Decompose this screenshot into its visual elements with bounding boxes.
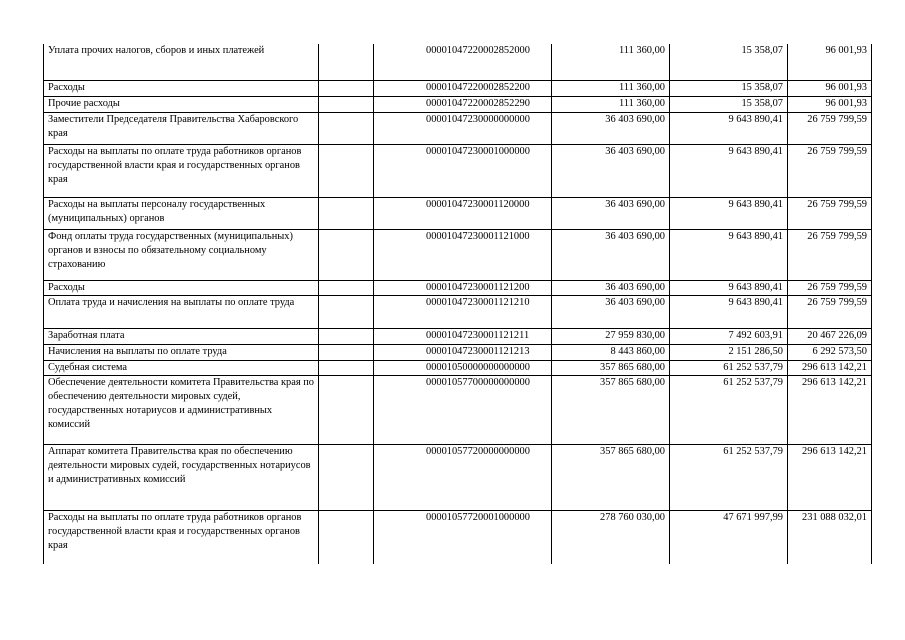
row-value-assigned: 36 403 690,00 bbox=[552, 144, 670, 197]
row-code: 00001047230000000000 bbox=[374, 112, 552, 144]
table-row bbox=[44, 144, 872, 197]
row-value-assigned: 8 443 860,00 bbox=[552, 344, 670, 360]
row-value-remaining: 6 292 573,50 bbox=[788, 344, 872, 360]
row-code: 00001050000000000000 bbox=[374, 360, 552, 375]
table-row bbox=[44, 375, 872, 444]
row-name: Заместители Председателя Правительства Хабаровского края bbox=[44, 112, 319, 144]
table-row bbox=[44, 295, 872, 328]
table-row bbox=[44, 344, 872, 360]
row-value-executed: 61 252 537,79 bbox=[670, 444, 788, 510]
row-name: Фонд оплаты труда государственных (муниципальных) органов и взносы по обязательному социальному страхованию bbox=[44, 229, 319, 280]
row-value-remaining: 26 759 799,59 bbox=[788, 112, 872, 144]
row-spacer bbox=[319, 344, 374, 360]
row-spacer bbox=[319, 112, 374, 144]
row-code: 00001047230001121210 bbox=[374, 295, 552, 328]
row-value-remaining: 296 613 142,21 bbox=[788, 375, 872, 444]
row-value-executed: 9 643 890,41 bbox=[670, 197, 788, 229]
row-value-assigned: 357 865 680,00 bbox=[552, 375, 670, 444]
row-spacer bbox=[319, 360, 374, 375]
row-value-remaining: 26 759 799,59 bbox=[788, 295, 872, 328]
table-row bbox=[44, 112, 872, 144]
row-value-assigned: 36 403 690,00 bbox=[552, 280, 670, 295]
row-name: Обеспечение деятельности комитета Правительства края по обеспечению деятельности мировых судей, государственных нотариусов и административных комиссий bbox=[44, 375, 319, 444]
row-value-executed: 47 671 997,99 bbox=[670, 510, 788, 564]
row-value-assigned: 27 959 830,00 bbox=[552, 328, 670, 344]
row-value-assigned: 278 760 030,00 bbox=[552, 510, 670, 564]
row-spacer bbox=[319, 229, 374, 280]
row-value-executed: 9 643 890,41 bbox=[670, 144, 788, 197]
row-name: Заработная плата bbox=[44, 328, 319, 344]
row-name: Аппарат комитета Правительства края по обеспечению деятельности мировых судей, государственных нотариусов и административных комиссий bbox=[44, 444, 319, 510]
row-code: 00001047220002852200 bbox=[374, 80, 552, 96]
row-value-assigned: 357 865 680,00 bbox=[552, 444, 670, 510]
table-row bbox=[44, 44, 872, 80]
row-name: Оплата труда и начисления на выплаты по оплате труда bbox=[44, 295, 319, 328]
row-value-assigned: 36 403 690,00 bbox=[552, 112, 670, 144]
row-name: Расходы на выплаты по оплате труда работников органов государственной власти края и государственных органов края bbox=[44, 510, 319, 564]
row-code: 00001047220002852290 bbox=[374, 96, 552, 112]
row-spacer bbox=[319, 96, 374, 112]
row-code: 00001047230001121200 bbox=[374, 280, 552, 295]
table-row bbox=[44, 80, 872, 96]
row-name: Расходы на выплаты персоналу государственных (муниципальных) органов bbox=[44, 197, 319, 229]
row-code: 00001047230001000000 bbox=[374, 144, 552, 197]
row-code: 00001057700000000000 bbox=[374, 375, 552, 444]
row-code: 00001047230001121000 bbox=[374, 229, 552, 280]
row-spacer bbox=[319, 328, 374, 344]
row-value-remaining: 96 001,93 bbox=[788, 44, 872, 80]
row-value-assigned: 111 360,00 bbox=[552, 80, 670, 96]
row-value-executed: 15 358,07 bbox=[670, 44, 788, 80]
table-row bbox=[44, 96, 872, 112]
table-row bbox=[44, 197, 872, 229]
row-value-remaining: 26 759 799,59 bbox=[788, 197, 872, 229]
budget-table-page bbox=[43, 44, 871, 564]
row-code: 00001047230001121213 bbox=[374, 344, 552, 360]
row-name: Уплата прочих налогов, сборов и иных платежей bbox=[44, 44, 319, 80]
row-value-remaining: 296 613 142,21 bbox=[788, 360, 872, 375]
row-value-remaining: 231 088 032,01 bbox=[788, 510, 872, 564]
row-code: 00001047230001120000 bbox=[374, 197, 552, 229]
row-code: 00001057720000000000 bbox=[374, 444, 552, 510]
row-value-executed: 9 643 890,41 bbox=[670, 112, 788, 144]
row-value-remaining: 96 001,93 bbox=[788, 80, 872, 96]
row-name: Расходы на выплаты по оплате труда работников органов государственной власти края и государственных органов края bbox=[44, 144, 319, 197]
table-body bbox=[44, 44, 872, 564]
row-spacer bbox=[319, 197, 374, 229]
row-code: 00001047230001121211 bbox=[374, 328, 552, 344]
row-name: Начисления на выплаты по оплате труда bbox=[44, 344, 319, 360]
row-name: Расходы bbox=[44, 280, 319, 295]
row-value-executed: 9 643 890,41 bbox=[670, 229, 788, 280]
row-spacer bbox=[319, 510, 374, 564]
table-row bbox=[44, 328, 872, 344]
row-value-assigned: 111 360,00 bbox=[552, 96, 670, 112]
row-value-assigned: 36 403 690,00 bbox=[552, 295, 670, 328]
row-value-executed: 61 252 537,79 bbox=[670, 375, 788, 444]
row-name: Судебная система bbox=[44, 360, 319, 375]
row-value-remaining: 26 759 799,59 bbox=[788, 280, 872, 295]
row-value-assigned: 357 865 680,00 bbox=[552, 360, 670, 375]
row-spacer bbox=[319, 280, 374, 295]
row-code: 00001047220002852000 bbox=[374, 44, 552, 80]
table-row bbox=[44, 280, 872, 295]
row-value-remaining: 26 759 799,59 bbox=[788, 144, 872, 197]
row-spacer bbox=[319, 80, 374, 96]
row-code: 00001057720001000000 bbox=[374, 510, 552, 564]
row-spacer bbox=[319, 44, 374, 80]
row-value-executed: 7 492 603,91 bbox=[670, 328, 788, 344]
table-row bbox=[44, 510, 872, 564]
row-spacer bbox=[319, 444, 374, 510]
row-value-remaining: 26 759 799,59 bbox=[788, 229, 872, 280]
row-value-remaining: 296 613 142,21 bbox=[788, 444, 872, 510]
row-spacer bbox=[319, 144, 374, 197]
row-value-executed: 61 252 537,79 bbox=[670, 360, 788, 375]
table-row bbox=[44, 360, 872, 375]
table-row bbox=[44, 444, 872, 510]
row-value-executed: 9 643 890,41 bbox=[670, 280, 788, 295]
table-row bbox=[44, 229, 872, 280]
row-value-executed: 15 358,07 bbox=[670, 96, 788, 112]
row-value-remaining: 96 001,93 bbox=[788, 96, 872, 112]
row-value-assigned: 111 360,00 bbox=[552, 44, 670, 80]
row-value-executed: 15 358,07 bbox=[670, 80, 788, 96]
row-value-executed: 2 151 286,50 bbox=[670, 344, 788, 360]
row-spacer bbox=[319, 375, 374, 444]
row-value-executed: 9 643 890,41 bbox=[670, 295, 788, 328]
row-spacer bbox=[319, 295, 374, 328]
row-value-remaining: 20 467 226,09 bbox=[788, 328, 872, 344]
row-value-assigned: 36 403 690,00 bbox=[552, 229, 670, 280]
row-name: Расходы bbox=[44, 80, 319, 96]
row-name: Прочие расходы bbox=[44, 96, 319, 112]
budget-execution-table bbox=[43, 44, 872, 564]
row-value-assigned: 36 403 690,00 bbox=[552, 197, 670, 229]
